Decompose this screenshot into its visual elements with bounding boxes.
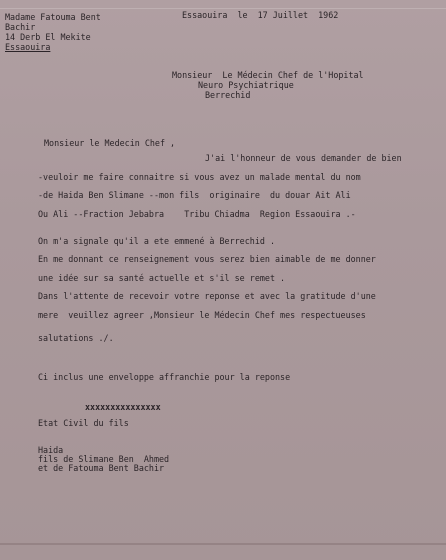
enclosure-note: Ci inclus une enveloppe affranchie pour la reponse (38, 372, 291, 382)
sender-name: Madame Fatouma Bent (5, 12, 101, 22)
paper-fold-top (0, 8, 446, 9)
recipient-line-2: Neuro Psychiatrique (198, 80, 294, 90)
recipient-line-1: Monsieur Le Médecin Chef de l'Hopital (172, 70, 364, 80)
body-line-10: salutations ./. (38, 333, 114, 343)
recipient-line-3: Berrechid (205, 90, 251, 100)
sender-city: Essaouira (5, 42, 51, 52)
body-line-2: -veuloir me faire connaitre si vous avez un malade mental du nom (38, 172, 361, 182)
body-line-1: J'ai l'honneur de vous demander de bien (205, 153, 402, 163)
body-line-7: une idée sur sa santé actuelle et s'il se remet . (38, 273, 286, 283)
son-father: fils de Slimane Ben Ahmed (38, 454, 170, 464)
body-line-5: On m'a signale qu'il a ete emmené à Berrechid . (38, 236, 275, 246)
body-line-3: -de Haida Ben Slimane --mon fils originaire du douar Ait Ali (38, 190, 351, 200)
body-line-9: mere veuillez agreer ,Monsieur le Médecin Chef mes respectueuses (38, 310, 366, 320)
body-line-6: En me donnant ce renseignement vous serez bien aimable de me donner (38, 254, 376, 264)
struck-out-line: xxxxxxxxxxxxxxx (85, 402, 161, 412)
son-mother: et de Fatouma Bent Bachir (38, 463, 165, 473)
sender-name-cont: Bachir (5, 22, 36, 32)
body-line-4: Ou Ali --Fraction Jebabra Tribu Chiadma Region Essaouira .- (38, 209, 356, 219)
sender-street: 14 Derb El Mekite (5, 32, 91, 42)
salutation: Monsieur le Medecin Chef , (44, 138, 176, 148)
civil-status-heading: Etat Civil du fils (38, 418, 129, 428)
son-name: Haida (38, 445, 64, 455)
place-date: Essaouira le 17 Juillet 1962 (182, 10, 339, 20)
body-line-8: Dans l'attente de recevoir votre reponse et avec la gratitude d'une (38, 291, 376, 301)
paper-fold-bottom (0, 543, 446, 545)
